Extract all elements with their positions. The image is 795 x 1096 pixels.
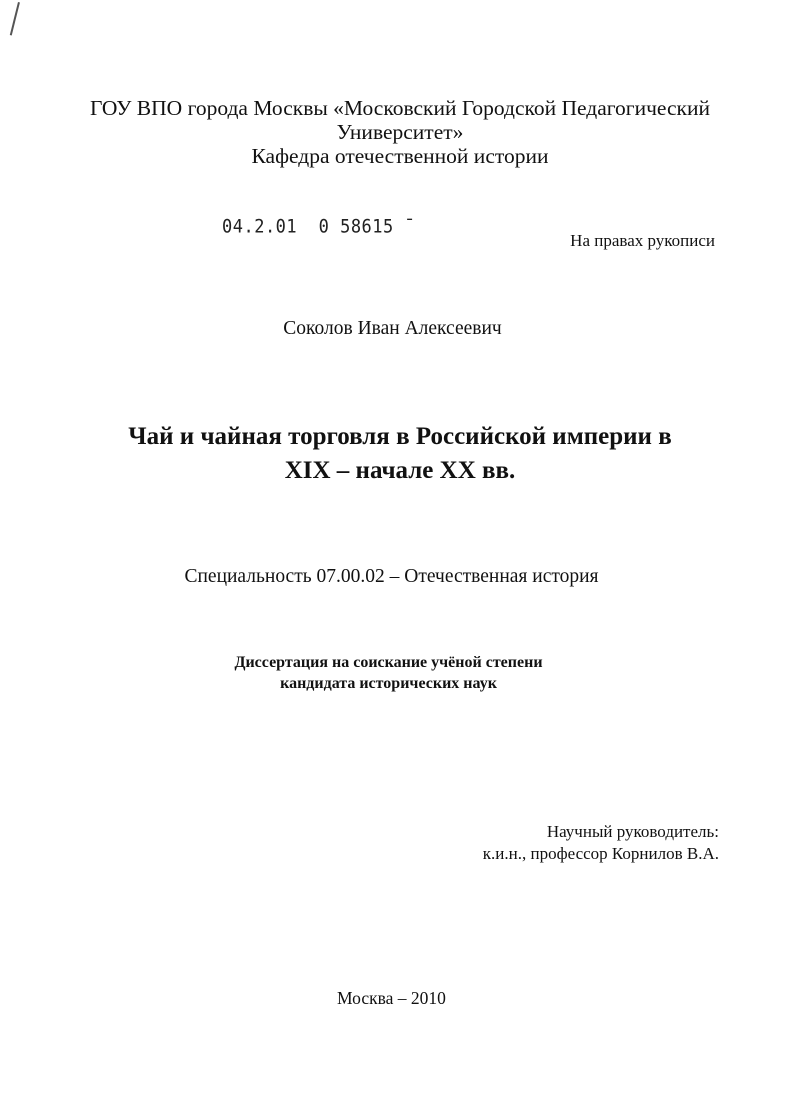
degree-statement bbox=[0, 652, 795, 694]
institution-line-2: Университет» bbox=[336, 120, 464, 144]
registration-stamp-number: 04.2.01 0 58615 ˉ bbox=[222, 216, 416, 238]
specialty-line: Специальность 07.00.02 – Отечественная история bbox=[184, 566, 599, 587]
department-line: Кафедра отечественной истории bbox=[251, 144, 549, 168]
institution-header bbox=[60, 96, 740, 168]
institution-line-1: ГОУ ВПО города Москвы «Московский Городской Педагогический bbox=[90, 96, 710, 120]
supervisor-block bbox=[483, 821, 719, 865]
title-line-1: Чай и чайная торговля в Российской империи в bbox=[128, 423, 672, 450]
city-year: Москва – 2010 bbox=[337, 988, 446, 1008]
rights-note: На правах рукописи bbox=[570, 231, 715, 250]
author-name: Соколов Иван Алексеевич bbox=[283, 318, 502, 339]
supervisor-label: Научный руководитель: bbox=[546, 822, 719, 841]
supervisor-name: к.и.н., профессор Корнилов В.А. bbox=[482, 844, 719, 863]
degree-line-2: кандидата исторических наук bbox=[280, 675, 497, 692]
scan-pen-mark bbox=[10, 2, 20, 35]
dissertation-title bbox=[60, 420, 740, 488]
title-line-2: XIX – начале XX вв. bbox=[284, 457, 516, 484]
degree-line-1: Диссертация на соискание учёной степени bbox=[234, 654, 543, 671]
